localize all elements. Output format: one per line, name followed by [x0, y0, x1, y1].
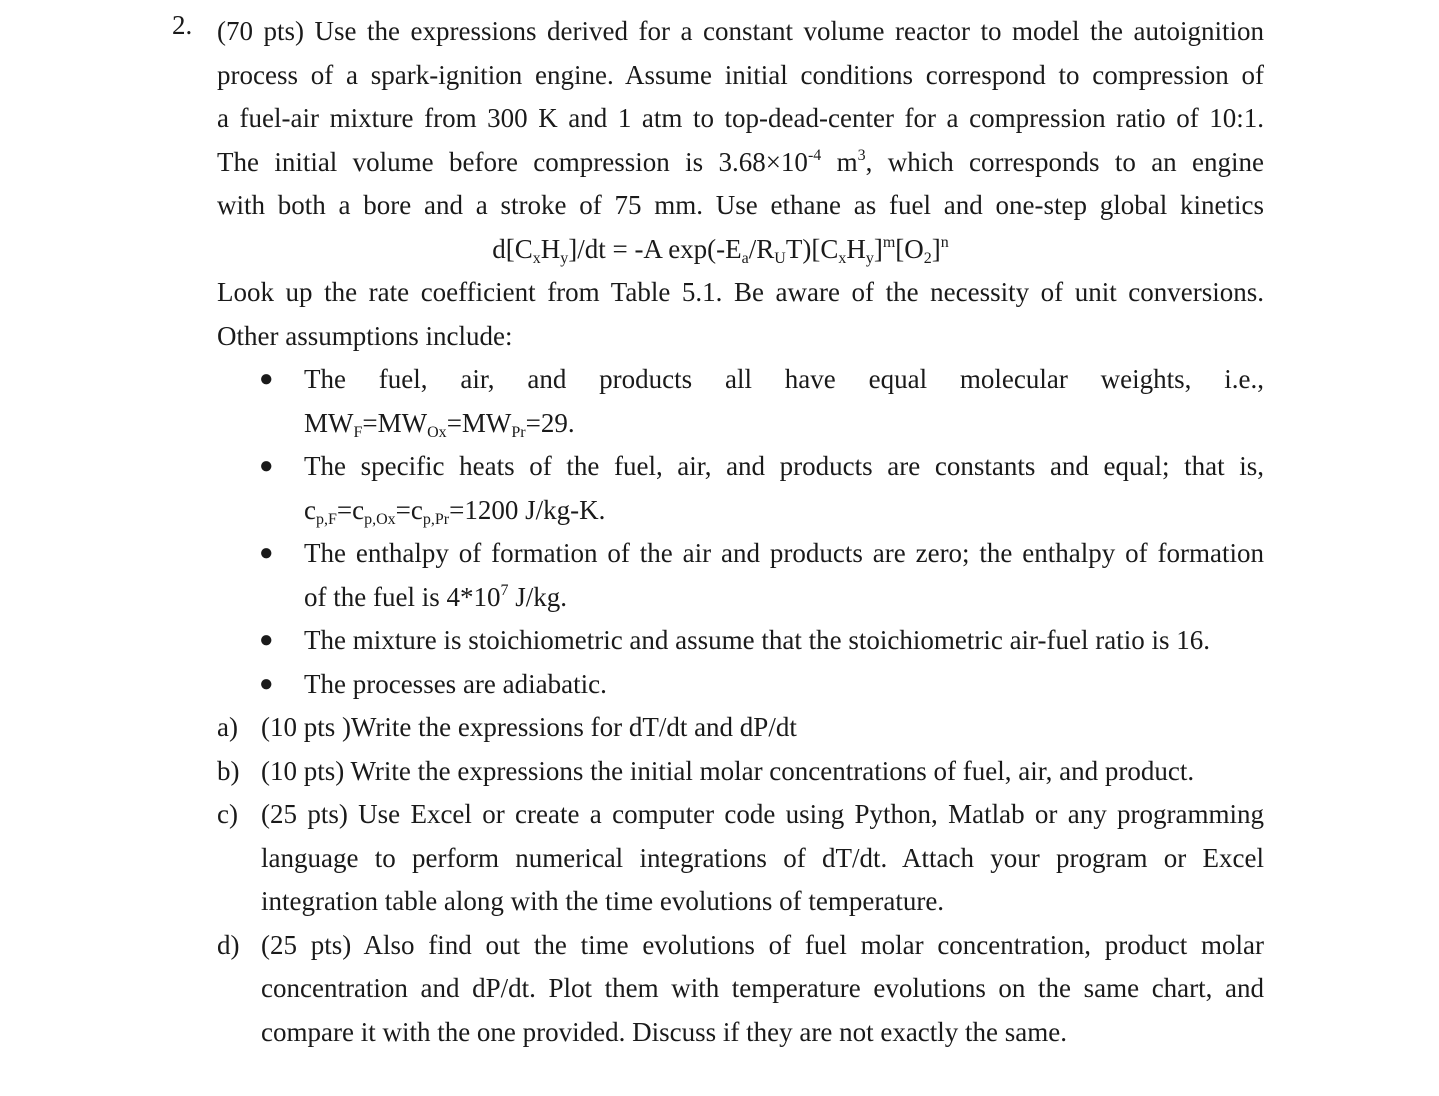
after-line-1: Look up the rate coefficient from Table 5.1. Be aware of the necessity of unit conversions. [217, 277, 1264, 307]
bullet-icon: ● [259, 670, 274, 697]
bullet-icon: ● [259, 453, 274, 479]
problem-body [217, 10, 1264, 1054]
bullet-icon: ● [259, 366, 274, 392]
list-item: ● The processes are adiabatic. [217, 663, 1264, 707]
subpart-d: d) (25 pts) Also find out the time evolutions of fuel molar concentration, product molar concentration and dP/dt. Plot them with temperature evolutions on the same chart, and compare it with the one provided. Discuss if they are not exactly the same. [217, 929, 1264, 1047]
intro-line-2: process of a spark-ignition engine. Assume initial conditions correspond to compression of [217, 59, 1264, 90]
bullet-icon: ● [259, 540, 274, 566]
fuel-line: with both a bore and a stroke of 75 mm. Use ethane as fuel and one-step global kinetics [217, 190, 1264, 220]
after-line-2: Other assumptions include: [217, 320, 513, 351]
bullet-icon: ● [259, 627, 274, 653]
intro-line-1: (70 pts) Use the expressions derived for a constant volume reactor to model the autoignition [217, 16, 1264, 46]
problem-number: 2. [172, 10, 193, 40]
subpart-b: b) (10 pts) Write the expressions the initial molar concentrations of fuel, air, and product. [217, 755, 1195, 786]
list-item: ● The specific heats of the fuel, air, and products are constants and equal; that is, $c_{p,F}=c_{p,Ox}=c_{p,Pr}=1200$ J/kg-K. [217, 445, 1264, 532]
list-item: ● The enthalpy of formation of the air and products are zero; the enthalpy of formation of the fuel is $4*10^7$ J/kg. [217, 532, 1264, 619]
subpart-c: c) (25 pts) Use Excel or create a computer code using Python, Matlab or any programming language to perform numerical integrations of dT/dt. Attach your program or Excel integration table along with the time evolutions of temperature. [217, 799, 1264, 916]
subparts-list [217, 706, 1264, 1054]
intro-line-3: a fuel-air mixture from 300 K and 1 atm to top-dead-center for a compression ratio of 10:1. [217, 103, 1264, 133]
subpart-a: a) (10 pts )Write the expressions for dT/dt and dP/dt [217, 712, 797, 742]
list-item: ● The fuel, air, and products all have equal molecular weights, i.e., $MW_F=MW_{Ox}=MW_{Pr}=29$. [217, 358, 1264, 445]
list-item: ● The mixture is stoichiometric and assume that the stoichiometric air-fuel ratio is 16. [217, 619, 1264, 663]
assumptions-list [217, 358, 1264, 706]
rate-equation: $d[C_xH_y]/dt = -A$ $\exp(-E_a/R_UT)[C_xH_y]^m[O_2]^n$ [492, 233, 949, 267]
volume-line: The initial volume before compression is $3.68\times 10^{-4}$ $m^3$, which corresponds to an engine [217, 146, 1264, 177]
